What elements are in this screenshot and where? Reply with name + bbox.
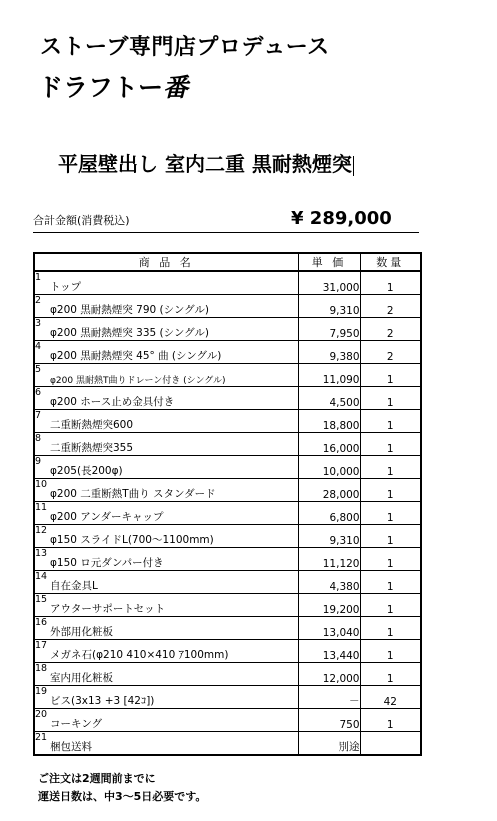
header-item-name: 商 品 名: [34, 253, 298, 271]
row-item-name: φ200 黒耐熱T曲りドレーン付き (シングル): [50, 364, 298, 387]
row-number: 3: [34, 318, 50, 341]
row-unit-price: 10,000: [298, 456, 360, 479]
row-number: 9: [34, 456, 50, 479]
row-number: 14: [34, 571, 50, 594]
row-quantity: 1: [360, 387, 421, 410]
row-unit-price: 9,310: [298, 295, 360, 318]
table-row: [34, 433, 421, 456]
row-quantity: 1: [360, 525, 421, 548]
row-number: 2: [34, 295, 50, 318]
row-unit-price: 4,380: [298, 571, 360, 594]
row-quantity: 1: [360, 663, 421, 686]
row-item-name: コーキング: [50, 709, 298, 732]
row-quantity: 1: [360, 640, 421, 663]
brand-name: [38, 68, 188, 104]
row-number: 10: [34, 479, 50, 502]
note-shipping-days: 運送日数は、中3～5日必要です。: [38, 790, 207, 803]
table-row: [34, 318, 421, 341]
row-unit-price: 13,440: [298, 640, 360, 663]
brand-tagline: ストーブ専門店プロデュース: [40, 35, 330, 60]
row-item-name: アウターサポートセット: [50, 594, 298, 617]
row-quantity: 1: [360, 571, 421, 594]
row-number: 4: [34, 341, 50, 364]
header-unit-price: 単 価: [298, 253, 360, 271]
row-item-name: 自在金具L: [50, 571, 298, 594]
row-item-name: 二重断熱煙突600: [50, 410, 298, 433]
brand-logo-mark: 番: [163, 73, 189, 102]
row-number: 13: [34, 548, 50, 571]
row-item-name: 室内用化粧板: [50, 663, 298, 686]
row-quantity: 42: [360, 686, 421, 709]
row-unit-price: 19,200: [298, 594, 360, 617]
row-item-name: ビス(3x13 +3 [42ｺ]): [50, 686, 298, 709]
row-item-name: トップ: [50, 271, 298, 295]
row-number: 21: [34, 732, 50, 756]
row-quantity: 1: [360, 456, 421, 479]
row-number: 1: [34, 271, 50, 295]
row-quantity: 2: [360, 341, 421, 364]
note-order-deadline: ご注文は2週間前までに: [38, 772, 156, 785]
row-unit-price: 4,500: [298, 387, 360, 410]
row-number: 5: [34, 364, 50, 387]
row-quantity: 1: [360, 364, 421, 387]
row-unit-price: －: [298, 686, 360, 709]
row-unit-price: 7,950: [298, 318, 360, 341]
document-title: [58, 148, 354, 177]
row-unit-price: 16,000: [298, 433, 360, 456]
row-unit-price: 6,800: [298, 502, 360, 525]
row-quantity: [360, 732, 421, 756]
row-item-name: 梱包送料: [50, 732, 298, 756]
table-row: [34, 663, 421, 686]
row-unit-price: 31,000: [298, 271, 360, 295]
row-quantity: 2: [360, 318, 421, 341]
row-quantity: 1: [360, 617, 421, 640]
row-number: 6: [34, 387, 50, 410]
row-number: 18: [34, 663, 50, 686]
row-item-name: 外部用化粧板: [50, 617, 298, 640]
table-row: [34, 456, 421, 479]
row-item-name: φ150 ロ元ダンパー付き: [50, 548, 298, 571]
table-header-row: [34, 253, 421, 271]
row-item-name: φ200 二重断熱T曲り スタンダード: [50, 479, 298, 502]
row-unit-price: 11,120: [298, 548, 360, 571]
row-unit-price: 28,000: [298, 479, 360, 502]
row-item-name: φ150 スライドL(700～1100mm): [50, 525, 298, 548]
table-row: [34, 271, 421, 295]
row-item-name: φ200 アンダーキャップ: [50, 502, 298, 525]
table-row: [34, 686, 421, 709]
table-row: [34, 525, 421, 548]
table-row: [34, 295, 421, 318]
row-unit-price: 13,040: [298, 617, 360, 640]
table-row: [34, 387, 421, 410]
row-quantity: 1: [360, 548, 421, 571]
row-unit-price: 750: [298, 709, 360, 732]
row-number: 20: [34, 709, 50, 732]
table-row: [34, 594, 421, 617]
table-body: [34, 271, 421, 755]
row-item-name: φ200 黒耐熱煙突 335 (シングル): [50, 318, 298, 341]
row-item-name: φ205(長200φ): [50, 456, 298, 479]
total-price: ¥ 289,000: [291, 208, 392, 229]
row-quantity: 1: [360, 594, 421, 617]
row-quantity: 1: [360, 433, 421, 456]
header-quantity: 数量: [360, 253, 421, 271]
brand-name-main: ドラフトー: [38, 73, 164, 102]
table-row: [34, 617, 421, 640]
table-row: [34, 502, 421, 525]
table-row: [34, 709, 421, 732]
table-row: [34, 364, 421, 387]
table-row: [34, 548, 421, 571]
row-quantity: 1: [360, 410, 421, 433]
row-item-name: 二重断熱煙突355: [50, 433, 298, 456]
table-row: [34, 410, 421, 433]
row-number: 8: [34, 433, 50, 456]
row-number: 16: [34, 617, 50, 640]
row-quantity: 1: [360, 502, 421, 525]
row-number: 11: [34, 502, 50, 525]
table-row: [34, 571, 421, 594]
table-row: [34, 640, 421, 663]
row-unit-price: 12,000: [298, 663, 360, 686]
row-number: 12: [34, 525, 50, 548]
row-number: 19: [34, 686, 50, 709]
row-quantity: 1: [360, 479, 421, 502]
items-table: [33, 252, 422, 756]
row-number: 17: [34, 640, 50, 663]
row-unit-price: 別途: [298, 732, 360, 756]
row-number: 7: [34, 410, 50, 433]
table-row: [34, 732, 421, 756]
row-unit-price: 18,800: [298, 410, 360, 433]
table-row: [34, 479, 421, 502]
row-item-name: φ200 ホース止め金具付き: [50, 387, 298, 410]
row-quantity: 2: [360, 295, 421, 318]
table-row: [34, 341, 421, 364]
row-item-name: φ200 黒耐熱煙突 45° 曲 (シングル): [50, 341, 298, 364]
row-item-name: メガネ石(φ210 410×410 ｱ100mm): [50, 640, 298, 663]
text-cursor: [353, 156, 354, 176]
row-item-name: φ200 黒耐熱煙突 790 (シングル): [50, 295, 298, 318]
row-quantity: 1: [360, 709, 421, 732]
row-unit-price: 9,380: [298, 341, 360, 364]
row-number: 15: [34, 594, 50, 617]
row-quantity: 1: [360, 271, 421, 295]
row-unit-price: 11,090: [298, 364, 360, 387]
document-title-text: 平屋壁出し 室内二重 黒耐熱煙突: [58, 152, 352, 176]
row-unit-price: 9,310: [298, 525, 360, 548]
total-underline: [33, 232, 419, 233]
total-label: 合計金額(消費税込): [33, 214, 130, 227]
